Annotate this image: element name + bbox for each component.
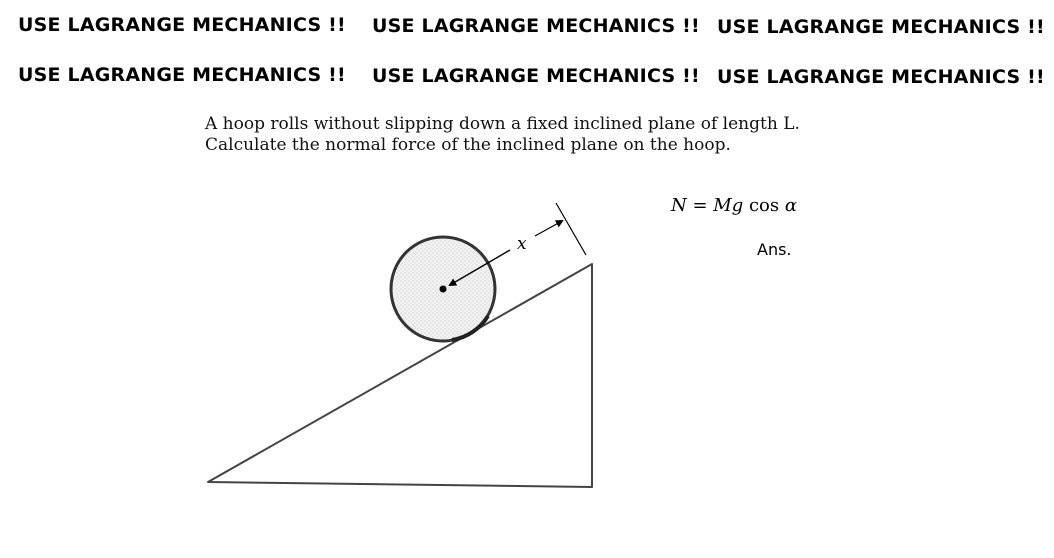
- answer-equals: =: [686, 195, 714, 216]
- x-end-tick: [556, 203, 586, 255]
- banner-1: USE LAGRANGE MECHANICS !!: [18, 14, 346, 36]
- answer-equation: [671, 195, 797, 216]
- answer-cos: cos: [743, 195, 785, 216]
- problem-line-1: A hoop rolls without slipping down a fixed inclined plane of length L.: [205, 114, 800, 134]
- answer-label: Ans.: [757, 240, 792, 259]
- answer-alpha: α: [784, 195, 798, 216]
- banner-3: USE LAGRANGE MECHANICS !!: [717, 16, 1045, 38]
- x-label: x: [517, 234, 527, 254]
- answer-M: M: [713, 195, 732, 216]
- x-dimension-line: [535, 221, 562, 236]
- banner-4: USE LAGRANGE MECHANICS !!: [18, 64, 346, 86]
- banner-2: USE LAGRANGE MECHANICS !!: [372, 15, 700, 37]
- problem-line-2: Calculate the normal force of the inclined plane on the hoop.: [205, 135, 731, 155]
- hoop-center: [440, 286, 447, 293]
- answer-g: g: [731, 195, 744, 216]
- answer-N: N: [671, 195, 687, 216]
- banner-6: USE LAGRANGE MECHANICS !!: [717, 66, 1045, 88]
- banner-5: USE LAGRANGE MECHANICS !!: [372, 65, 700, 87]
